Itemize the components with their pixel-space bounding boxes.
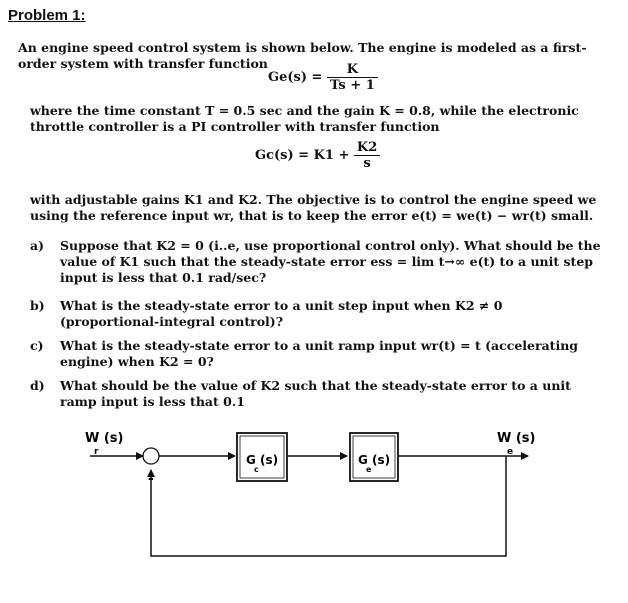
plant-subscript: e: [366, 465, 372, 474]
summing-junction: [143, 448, 159, 464]
question-b-text: What is the steady-state error to a unit step input when K2 ≠ 0 (proportional-integral control)?: [60, 298, 503, 329]
question-a-text: Suppose that K2 = 0 (i..e, use proportional control only). What should be the value of K1 such that the steady-state error ess = lim t→∞ e(t) to a unit step input is less that 0.1 rad/sec?: [60, 238, 601, 285]
gc-lhs: Gc(s) = K1 +: [255, 148, 350, 163]
objective-text: with adjustable gains K1 and K2. The objective is to control the engine speed we using the reference input wr, that is to keep the error e(t) = we(t) − wr(t) small.: [30, 192, 597, 223]
problem-heading: Problem 1:: [8, 7, 86, 24]
plant-label: G (s): [358, 453, 391, 467]
question-b-label: b): [30, 298, 45, 313]
ge-denominator: Ts + 1: [329, 78, 375, 93]
ge-lhs: Ge(s) =: [268, 70, 323, 85]
question-a-label: a): [30, 238, 45, 253]
input-label: W (s): [85, 431, 124, 446]
feedback-path: [151, 456, 506, 556]
input-subscript: r: [94, 447, 99, 457]
gc-denominator: s: [363, 156, 371, 171]
question-c-label: c): [30, 338, 44, 353]
minus-sign: -: [148, 471, 154, 487]
controller-label: G (s): [246, 453, 279, 467]
controller-subscript: c: [254, 465, 259, 474]
question-c-text: What is the steady-state error to a unit ramp input wr(t) = t (accelerating engine) when K2 = 0?: [60, 338, 579, 369]
ge-numerator: K: [327, 62, 378, 78]
output-subscript: e: [507, 447, 514, 457]
output-label: W (s): [497, 431, 536, 446]
question-d-label: d): [30, 378, 45, 393]
question-d-text: What should be the value of K2 such that the steady-state error to a unit ramp input is less that 0.1: [60, 378, 571, 409]
params-text: where the time constant T = 0.5 sec and the gain K = 0.8, while the electronic throttle controller is a PI controller with transfer function: [30, 103, 579, 134]
intro-text: An engine speed control system is shown below. The engine is modeled as a first-order system with transfer function: [18, 40, 587, 71]
gc-numerator: K2: [354, 140, 380, 156]
